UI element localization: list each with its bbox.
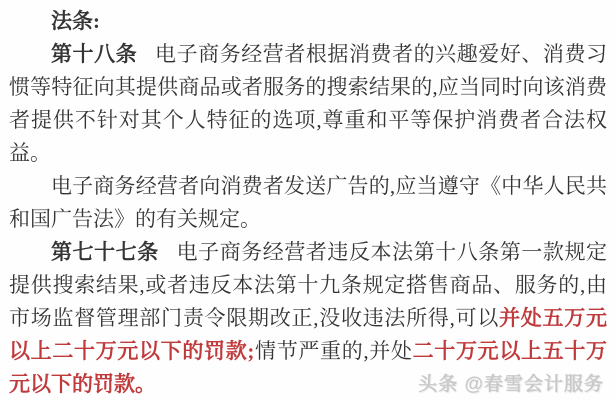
article-18-clause-2-body: 电子商务经营者向消费者发送广告的,应当遵守《中华人民共和国广告法》的有关规定。 [9,174,607,231]
para-article-18 [9,38,607,170]
para-article-18-clause-2 [9,170,607,236]
article-77-number: 第七十七条 [51,240,159,264]
document-body [9,38,607,401]
article-77-body-1: 电子商务经营者违反本法第十八条第一款规定提供搜索结果,或者违反本法第十九条规定搭售商品、服务的,由市场监督管理部门责令限期改正,没收违法所得,可以 [9,240,608,330]
article-18-number: 第十八条 [51,42,138,66]
article-18-body: 电子商务经营者根据消费者的兴趣爱好、消费习惯等特征向其提供商品或者服务的搜索结果的,应当同时向该消费者提供不针对其个人特征的选项,尊重和平等保护消费者合法权益。 [9,42,608,165]
article-77-body-2: 情节严重的,并处 [254,339,413,363]
article-77-penalty-2: 二十万元以上五十万元以下的罚款。 [9,339,607,396]
watermark-toutiao: 头条 @春雪会计服务 [418,374,604,395]
article-77-penalty-1: 并处五万元以上二十万元以下的罚款; [9,306,608,363]
heading-fatiao: 法条: [51,9,100,33]
